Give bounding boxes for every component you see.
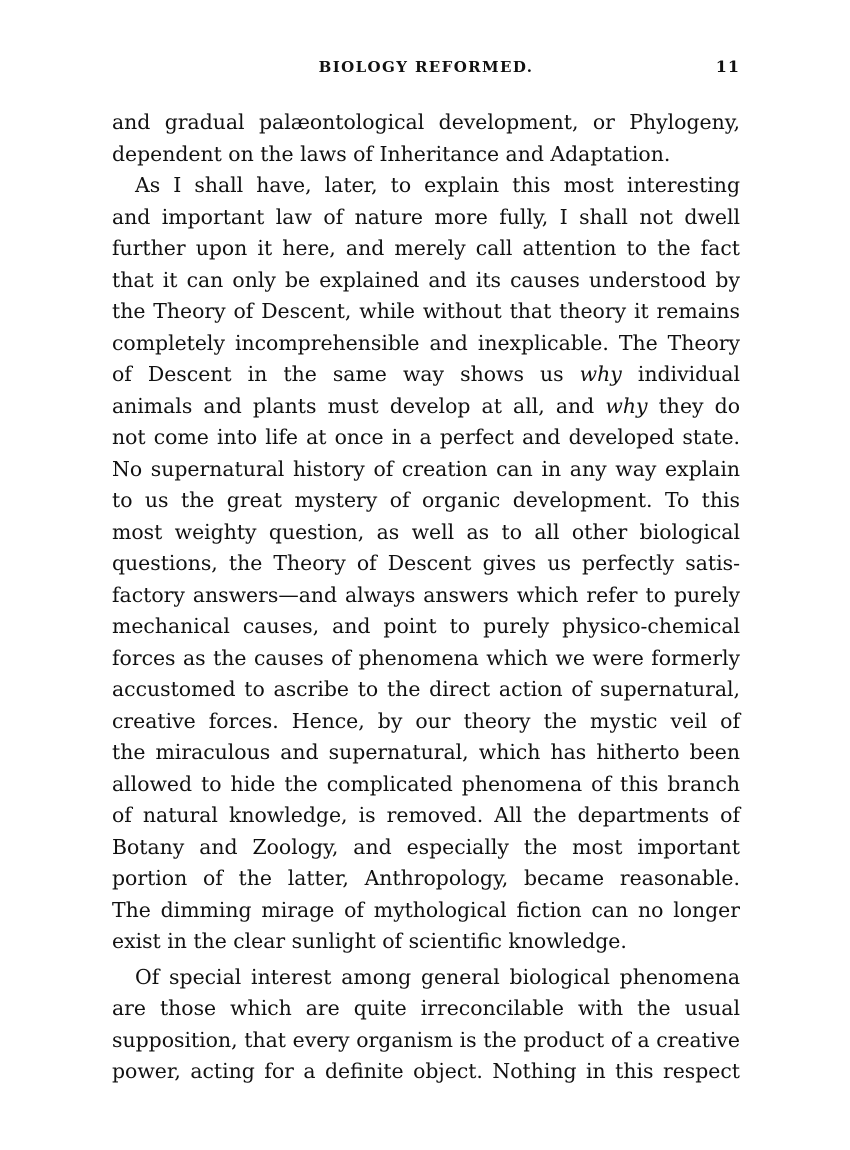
text-line: of natural knowledge, is removed. All the departments of [112,803,740,827]
body-text [112,107,740,1088]
emphasized-word: why [605,393,648,418]
text-line: are those which are quite irreconcilable with the usual [112,996,740,1020]
text-line: Of special interest among general biological phenomena [135,964,740,989]
text-fragment: they do [647,393,740,418]
text-fragment: animals and plants must develop at all, and [112,393,606,418]
text-fragment: of Descent in the same way shows us [112,362,580,386]
text-line: factory answers—and always answers which refer to purely [112,582,740,607]
page-number: 11 [715,57,740,76]
text-line: forces as the causes of phenomena which we were formerly [112,645,740,670]
text-line: dependent on the laws of Inheritance and Adaptation. [112,141,671,166]
text-line: portion of the latter, Anthropology, became reasonable. [112,866,740,890]
text-line: allowed to hide the complicated phenomena of this branch [112,771,740,796]
text-line: creative forces. Hence, by our theory the mystic veil of [112,708,740,733]
text-line: Botany and Zoology, and especially the most important [112,834,740,859]
text-line: mechanical causes, and point to purely physico-chemical [112,614,740,638]
text-line: power, acting for a definite object. Nothing in this respect [112,1059,740,1083]
text-line: questions, the Theory of Descent gives us perfectly satis- [112,551,740,575]
text-line: and important law of nature more fully, I shall not dwell [112,204,740,229]
text-line-with-emphasis [112,391,740,423]
text-line: the miraculous and supernatural, which has hitherto been [112,740,740,764]
text-line: completely incomprehensible and inexplicable. The Theory [112,330,740,355]
text-line: not come into life at once in a perfect and developed state. [112,425,740,449]
text-line: No supernatural history of creation can in any way explain [112,456,740,481]
text-line: and gradual palæontological development, or Phylogeny, [112,110,740,134]
text-line: further upon it here, and merely call attention to the fact [112,236,740,260]
text-line: The dimming mirage of mythological fiction can no longer [112,897,740,922]
text-line: As I shall have, later, to explain this most interesting [135,173,740,197]
text-line: the Theory of Descent, while without that theory it remains [112,299,740,323]
text-line: exist in the clear sunlight of scientific knowledge. [112,929,627,953]
running-header [112,58,740,88]
running-title: BIOLOGY REFORMED. [318,58,534,76]
text-line: that it can only be explained and its causes understood by [112,267,740,292]
text-line: to us the great mystery of organic development. To this [112,488,740,512]
text-line-with-emphasis [112,359,740,391]
text-line: accustomed to ascribe to the direct action of supernatural, [112,677,740,701]
text-line: most weighty question, as well as to all other biological [112,519,740,544]
emphasized-word: why [579,362,622,386]
text-fragment: individual [621,362,740,386]
text-line: supposition, that every organism is the product of a creative [112,1027,740,1052]
